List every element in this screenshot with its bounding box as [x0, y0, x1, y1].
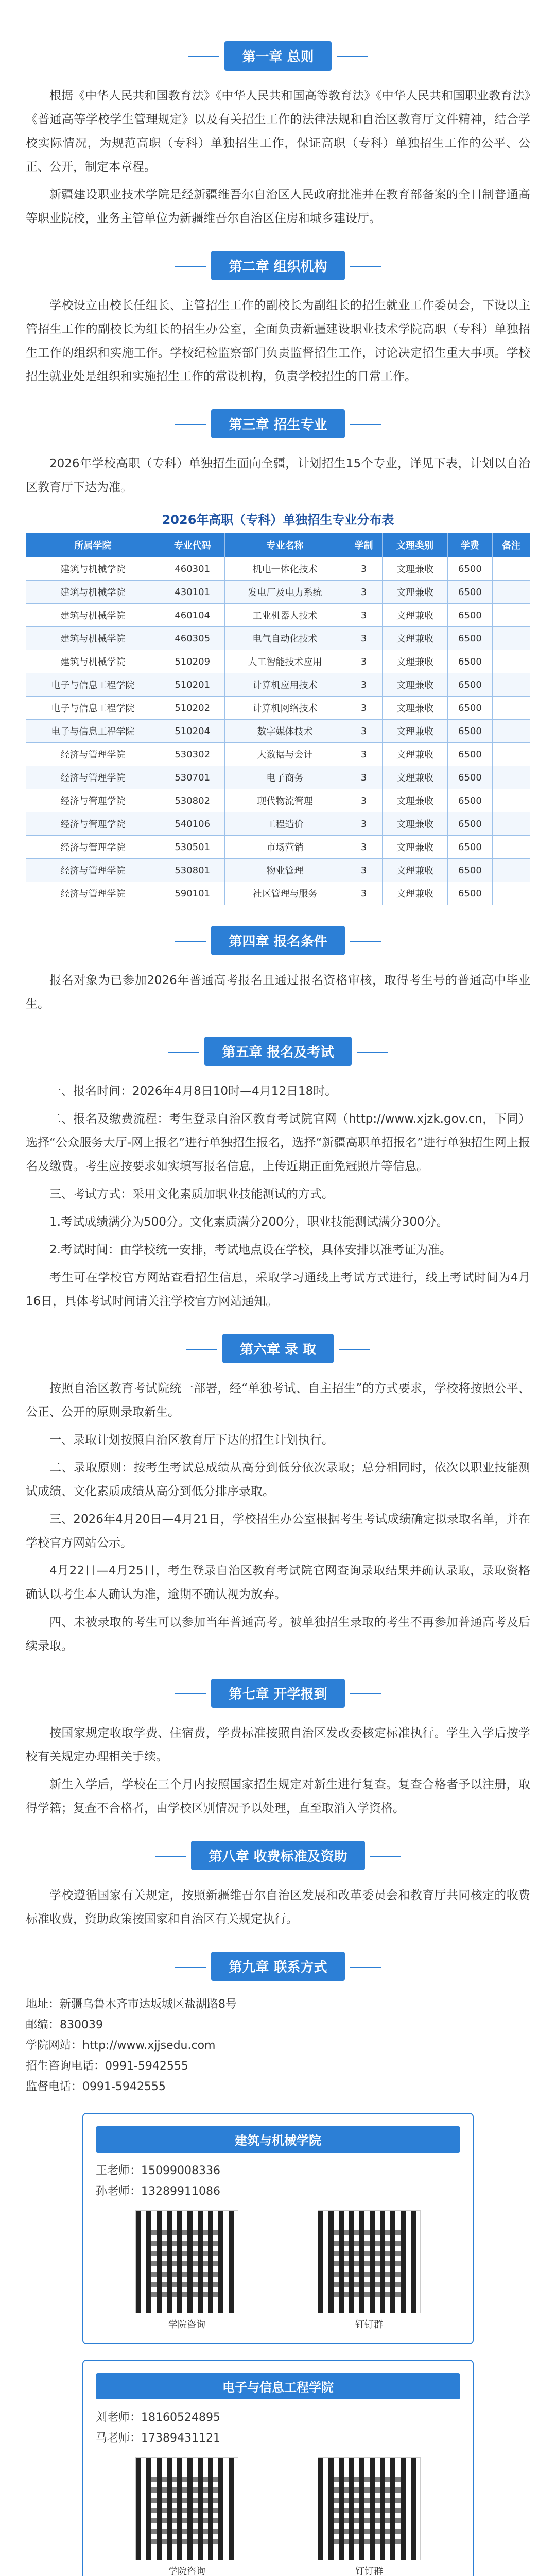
- table-header-cell: 专业名称: [225, 533, 345, 557]
- table-cell: 540106: [160, 812, 225, 836]
- paragraph: 2026年学校高职（专科）单独招生面向全疆，计划招生15个专业，详见下表，计划以自治区教育厅下达为准。: [26, 457, 530, 494]
- section-title: [26, 1334, 530, 1363]
- table-cell: 建筑与机械学院: [26, 650, 160, 673]
- table-cell: 机电一体化技术: [225, 557, 345, 581]
- table-cell: 经济与管理学院: [26, 766, 160, 789]
- section-title-text: 第六章 录 取: [222, 1334, 334, 1363]
- table-cell: 文理兼收: [383, 720, 447, 743]
- table-cell: 3: [345, 789, 383, 812]
- section-group-1: [26, 41, 530, 499]
- table-cell: 文理兼收: [383, 604, 447, 627]
- table-cell: 计算机应用技术: [225, 673, 345, 697]
- table-cell: [493, 673, 530, 697]
- section-title-text: 第二章 组织机构: [211, 251, 344, 280]
- table-cell: 430101: [160, 581, 225, 604]
- contact-box-title: 电子与信息工程学院: [96, 2373, 460, 2399]
- table-cell: 530802: [160, 789, 225, 812]
- table-cell: 文理兼收: [383, 882, 447, 905]
- table-cell: 文理兼收: [383, 673, 447, 697]
- table-cell: 工程造价: [225, 812, 345, 836]
- table-cell: 经济与管理学院: [26, 882, 160, 905]
- table-header-cell: 专业代码: [160, 533, 225, 557]
- table-cell: 6500: [447, 673, 492, 697]
- table-cell: 530302: [160, 743, 225, 766]
- table-cell: [493, 604, 530, 627]
- table-cell: 6500: [447, 627, 492, 650]
- table-cell: 经济与管理学院: [26, 836, 160, 859]
- section-title: [26, 1679, 530, 1708]
- paragraph: 按国家规定收取学费、住宿费，学费标准按照自治区发改委核定标准执行。学生入学后按学校有关规定办理相关手续。: [26, 1726, 530, 1764]
- paragraph: 一、录取计划按照自治区教育厅下达的招生计划执行。: [49, 1433, 334, 1447]
- table-cell: 3: [345, 581, 383, 604]
- table-cell: [493, 557, 530, 581]
- table-row: [26, 789, 530, 812]
- table-cell: [493, 627, 530, 650]
- table-row: [26, 627, 530, 650]
- table-row: [26, 604, 530, 627]
- table-cell: 530801: [160, 859, 225, 882]
- table-cell: 经济与管理学院: [26, 859, 160, 882]
- table-cell: 3: [345, 604, 383, 627]
- table-cell: 3: [345, 673, 383, 697]
- section-group-2: [26, 926, 530, 1981]
- table-cell: [493, 650, 530, 673]
- table-row: [26, 836, 530, 859]
- table-cell: 3: [345, 650, 383, 673]
- section-title-text: 第三章 招生专业: [211, 409, 344, 438]
- table-cell: 3: [345, 859, 383, 882]
- qr-code: [312, 2457, 426, 2576]
- table-cell: 电子与信息工程学院: [26, 673, 160, 697]
- table-cell: 经济与管理学院: [26, 789, 160, 812]
- qr-row: [96, 2457, 460, 2576]
- table-cell: 6500: [447, 581, 492, 604]
- contact-box-title: 建筑与机械学院: [96, 2126, 460, 2153]
- table-cell: 6500: [447, 882, 492, 905]
- table-cell: 6500: [447, 836, 492, 859]
- table-cell: [493, 882, 530, 905]
- table-cell: 文理兼收: [383, 557, 447, 581]
- qr-code-icon: [135, 2457, 238, 2560]
- table-cell: [493, 743, 530, 766]
- qr-code: [130, 2457, 244, 2576]
- table-cell: 建筑与机械学院: [26, 604, 160, 627]
- table-cell: 6500: [447, 859, 492, 882]
- qr-code: [312, 2210, 426, 2331]
- section-title: [26, 1952, 530, 1981]
- qr-row: [96, 2210, 460, 2331]
- table-cell: 文理兼收: [383, 812, 447, 836]
- section-title: [26, 41, 530, 71]
- table-row: [26, 581, 530, 604]
- table-cell: 6500: [447, 743, 492, 766]
- table-cell: 510202: [160, 697, 225, 720]
- table-cell: 发电厂及电力系统: [225, 581, 345, 604]
- qr-code-label: 钉钉群: [355, 2319, 383, 2330]
- table-cell: 文理兼收: [383, 789, 447, 812]
- table-cell: 3: [345, 882, 383, 905]
- contact-person: 马老师：17389431121: [96, 2432, 220, 2445]
- table-cell: [493, 581, 530, 604]
- contact-info-line: 邮编：830039: [26, 2019, 103, 2031]
- table-row: [26, 557, 530, 581]
- paragraph: 1.考试成绩满分为500分。文化素质满分200分，职业技能测试满分300分。: [49, 1215, 448, 1229]
- table-cell: 460104: [160, 604, 225, 627]
- table-row: [26, 812, 530, 836]
- table-cell: 经济与管理学院: [26, 812, 160, 836]
- section-title-text: 第五章 报名及考试: [204, 1037, 351, 1066]
- table-caption: 2026年高职（专科）单独招生专业分布表: [162, 513, 394, 527]
- contact-info-line: 地址：新疆乌鲁木齐市达坂城区盐湖路8号: [26, 1998, 237, 2011]
- table-cell: [493, 697, 530, 720]
- table-cell: 510201: [160, 673, 225, 697]
- table-body: [26, 557, 530, 905]
- paragraph: 二、录取原则：按考生考试总成绩从高分到低分依次录取；总分相同时，依次以职业技能测试成绩、文化素质成绩从高分到低分排序录取。: [26, 1461, 530, 1498]
- table-cell: 现代物流管理: [225, 789, 345, 812]
- paragraph: 报名对象为已参加2026年普通高考报名且通过报名资格审核，取得考生号的普通高中毕业生。: [26, 974, 530, 1011]
- qr-code-label: 学院咨询: [168, 2566, 205, 2576]
- contact-person: 孙老师：13289911086: [96, 2185, 220, 2198]
- contact-box: [82, 2113, 474, 2344]
- table-header-cell: 学费: [447, 533, 492, 557]
- section-title: [26, 1037, 530, 1066]
- table-row: [26, 673, 530, 697]
- table-cell: 6500: [447, 604, 492, 627]
- table-cell: 电气自动化技术: [225, 627, 345, 650]
- table-cell: 590101: [160, 882, 225, 905]
- table-cell: [493, 766, 530, 789]
- table-cell: 3: [345, 557, 383, 581]
- section-title-text: 第四章 报名条件: [211, 926, 344, 955]
- table-cell: 6500: [447, 720, 492, 743]
- section-title: [26, 251, 530, 280]
- table-cell: [493, 812, 530, 836]
- table-cell: 数字媒体技术: [225, 720, 345, 743]
- contact-boxes: [26, 2113, 530, 2576]
- table-cell: 460305: [160, 627, 225, 650]
- contact-box: [82, 2360, 474, 2576]
- table-cell: 3: [345, 697, 383, 720]
- paragraph: 按照自治区教育考试院统一部署，经“单独考试、自主招生”的方式要求，学校将按照公平、公正、公开的原则录取新生。: [26, 1382, 530, 1419]
- qr-code-icon: [318, 2457, 421, 2560]
- section-title-text: 第一章 总则: [224, 41, 331, 71]
- table-cell: 6500: [447, 789, 492, 812]
- table-cell: [493, 859, 530, 882]
- paragraph: 三、2026年4月20日—4月21日，学校招生办公室根据考生考试成绩确定拟录取名单，并在学校官方网站公示。: [26, 1513, 530, 1550]
- table-cell: 3: [345, 812, 383, 836]
- qr-code: [130, 2210, 244, 2331]
- table-cell: 计算机网络技术: [225, 697, 345, 720]
- paragraph: 学校遵循国家有关规定，按照新疆维吾尔自治区发展和改革委员会和教育厅共同核定的收费标准收费，资助政策按国家和自治区有关规定执行。: [26, 1889, 530, 1926]
- table-cell: 6500: [447, 812, 492, 836]
- table-cell: 经济与管理学院: [26, 743, 160, 766]
- table-cell: 文理兼收: [383, 627, 447, 650]
- table-cell: [493, 836, 530, 859]
- table-row: [26, 859, 530, 882]
- section-title-text: 第八章 收费标准及资助: [191, 1841, 364, 1870]
- table-cell: 530701: [160, 766, 225, 789]
- table-cell: 文理兼收: [383, 581, 447, 604]
- table-cell: 文理兼收: [383, 766, 447, 789]
- table-cell: 电子与信息工程学院: [26, 697, 160, 720]
- paragraph: 新疆建设职业技术学院是经新疆维吾尔自治区人民政府批准并在教育部备案的全日制普通高等职业院校，业务主管单位为新疆维吾尔自治区住房和城乡建设厅。: [26, 188, 530, 225]
- table-header-cell: 学制: [345, 533, 383, 557]
- contact-person: 王老师：15099008336: [96, 2164, 220, 2177]
- table-cell: 大数据与会计: [225, 743, 345, 766]
- table-cell: 3: [345, 766, 383, 789]
- table-cell: 物业管理: [225, 859, 345, 882]
- qr-code-label: 学院咨询: [168, 2319, 205, 2330]
- table-header-cell: 所属学院: [26, 533, 160, 557]
- section-title-text: 第九章 联系方式: [211, 1952, 344, 1981]
- table-cell: 3: [345, 627, 383, 650]
- table-cell: [493, 720, 530, 743]
- table-row: [26, 882, 530, 905]
- table-row: [26, 697, 530, 720]
- table-cell: 工业机器人技术: [225, 604, 345, 627]
- paragraph: 四、未被录取的考生可以参加当年普通高考。被单独招生录取的考生不再参加普通高考及后续录取。: [26, 1616, 530, 1653]
- table-header-cell: 文理类别: [383, 533, 447, 557]
- paragraph: 一、报名时间：2026年4月8日10时—4月12日18时。: [49, 1084, 337, 1098]
- table-cell: 市场营销: [225, 836, 345, 859]
- table-row: [26, 766, 530, 789]
- table-cell: 文理兼收: [383, 650, 447, 673]
- table-cell: 建筑与机械学院: [26, 581, 160, 604]
- table-cell: 建筑与机械学院: [26, 627, 160, 650]
- table-cell: 电子商务: [225, 766, 345, 789]
- enrollment-plan-table: [26, 504, 530, 905]
- table-cell: 460301: [160, 557, 225, 581]
- paragraph: 学校设立由校长任组长、主管招生工作的副校长为副组长的招生就业工作委员会，下设以主管招生工作的副校长为组长的招生办公室，全面负责新疆建设职业技术学院高职（专科）单独招生工作的组织和实施工作。学校纪检监察部门负责监督招生工作，讨论决定招生重大事项。学校招生就业处是组织和实施招生工作的常设机构，负责学校招生的日常工作。: [26, 299, 530, 383]
- table-header-row: [26, 533, 530, 557]
- table-cell: 6500: [447, 697, 492, 720]
- table-cell: 文理兼收: [383, 836, 447, 859]
- table-cell: [493, 789, 530, 812]
- table-cell: 文理兼收: [383, 743, 447, 766]
- table-cell: 文理兼收: [383, 859, 447, 882]
- paragraph: 2.考试时间：由学校统一安排，考试地点设在学校，具体安排以准考证为准。: [49, 1243, 451, 1257]
- table-cell: 510209: [160, 650, 225, 673]
- table-cell: 6500: [447, 557, 492, 581]
- table-cell: 6500: [447, 766, 492, 789]
- table-row: [26, 650, 530, 673]
- table-cell: 3: [345, 720, 383, 743]
- section-title: [26, 409, 530, 438]
- paragraph: 4月22日—4月25日，考生登录自治区教育考试院官网查询录取结果并确认录取，录取资格确认以考生本人确认为准，逾期不确认视为放弃。: [26, 1564, 530, 1601]
- paragraph: 三、考试方式：采用文化素质加职业技能测试的方式。: [49, 1188, 334, 1201]
- table-header-cell: 备注: [493, 533, 530, 557]
- table-cell: 社区管理与服务: [225, 882, 345, 905]
- qr-code-icon: [135, 2210, 238, 2313]
- table-row: [26, 743, 530, 766]
- table-cell: 人工智能技术应用: [225, 650, 345, 673]
- qr-code-icon: [318, 2210, 421, 2313]
- qr-code-label: 钉钉群: [355, 2566, 383, 2576]
- table-row: [26, 720, 530, 743]
- section-title: [26, 926, 530, 955]
- section-title-text: 第七章 开学报到: [211, 1679, 344, 1708]
- contact-info-line: 监督电话：0991-5942555: [26, 2080, 166, 2093]
- contact-info: [26, 1994, 530, 2097]
- table-cell: 建筑与机械学院: [26, 557, 160, 581]
- paragraph: 根据《中华人民共和国教育法》《中华人民共和国高等教育法》《中华人民共和国职业教育法》《普通高等学校学生管理规定》以及有关招生工作的法律法规和自治区教育厅文件精神，结合学校实际情况，为规范高职（专科）单独招生工作，保证高职（专科）单独招生工作的公平、公正、公开，制定本章程。: [26, 89, 530, 174]
- table-cell: 文理兼收: [383, 697, 447, 720]
- contact-person: 刘老师：18160524895: [96, 2411, 220, 2424]
- table-cell: 530501: [160, 836, 225, 859]
- contact-info-line: 招生咨询电话：0991-5942555: [26, 2060, 188, 2073]
- table-cell: 6500: [447, 650, 492, 673]
- section-title: [26, 1841, 530, 1870]
- table-cell: 电子与信息工程学院: [26, 720, 160, 743]
- paragraph: 二、报名及缴费流程：考生登录自治区教育考试院官网（http://www.xjzk.gov.cn，下同）选择“公众服务大厅-网上报名”进行单独招生报名，选择“新疆高职单招报名”进行单独招生网上报名及缴费。考生应按要求如实填写报名信息，上传近期正面免冠照片等信息。: [26, 1112, 531, 1173]
- paragraph: 考生可在学校官方网站查看招生信息，采取学习通线上考试方式进行，线上考试时间为4月16日，具体考试时间请关注学校官方网站通知。: [26, 1271, 530, 1308]
- paragraph: 新生入学后，学校在三个月内按照国家招生规定对新生进行复查。复查合格者予以注册，取得学籍；复查不合格者，由学校区别情况予以处理，直至取消入学资格。: [26, 1778, 530, 1815]
- table-cell: 3: [345, 743, 383, 766]
- contact-info-line: 学院网站：http://www.xjjsedu.com: [26, 2039, 216, 2052]
- table-cell: 3: [345, 836, 383, 859]
- table-cell: 510204: [160, 720, 225, 743]
